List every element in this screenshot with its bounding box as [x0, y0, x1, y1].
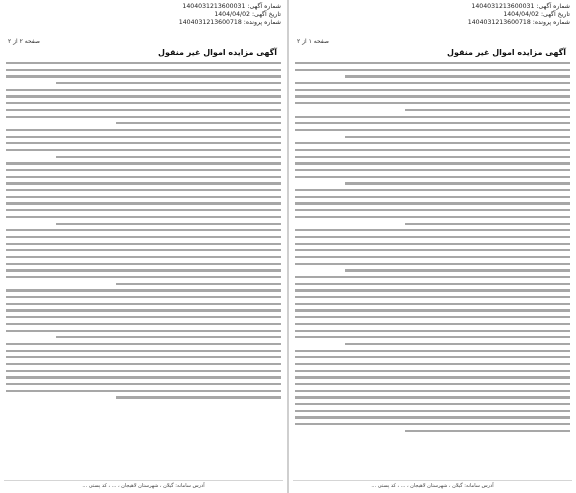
- notice-number: شماره آگهی: 1404031213600031: [471, 3, 570, 10]
- notice-footer: آدرس سامانه: گیلان ، شهرستان لاهیجان ، ... ، کد پستی ...: [4, 480, 283, 489]
- notice-page-1: [289, 0, 576, 493]
- notice-date: تاریخ آگهی: 1404/04/02: [214, 11, 281, 19]
- notice-number: شماره آگهی: 1404031213600031: [182, 3, 281, 10]
- case-number: شماره پرونده: 1404031213600718: [467, 19, 570, 27]
- case-number: شماره پرونده: 1404031213600718: [178, 19, 281, 27]
- page-label: صفحه ۲ از ۲: [8, 38, 40, 45]
- notice-page-2: [0, 0, 287, 493]
- notice-meta: [468, 3, 570, 28]
- notice-footer: آدرس سامانه: گیلان ، شهرستان لاهیجان ، ... ، کد پستی ...: [293, 480, 572, 489]
- notice-meta: [179, 3, 281, 28]
- notice-body: [6, 62, 281, 403]
- page-label: صفحه ۱ از ۲: [297, 38, 329, 45]
- notice-body: [295, 62, 570, 437]
- notice-title: آگهی مزایده اموال غیر منقول: [447, 48, 566, 57]
- notice-title: آگهی مزایده اموال غیر منقول: [158, 48, 277, 57]
- notice-date: تاریخ آگهی: 1404/04/02: [503, 11, 570, 19]
